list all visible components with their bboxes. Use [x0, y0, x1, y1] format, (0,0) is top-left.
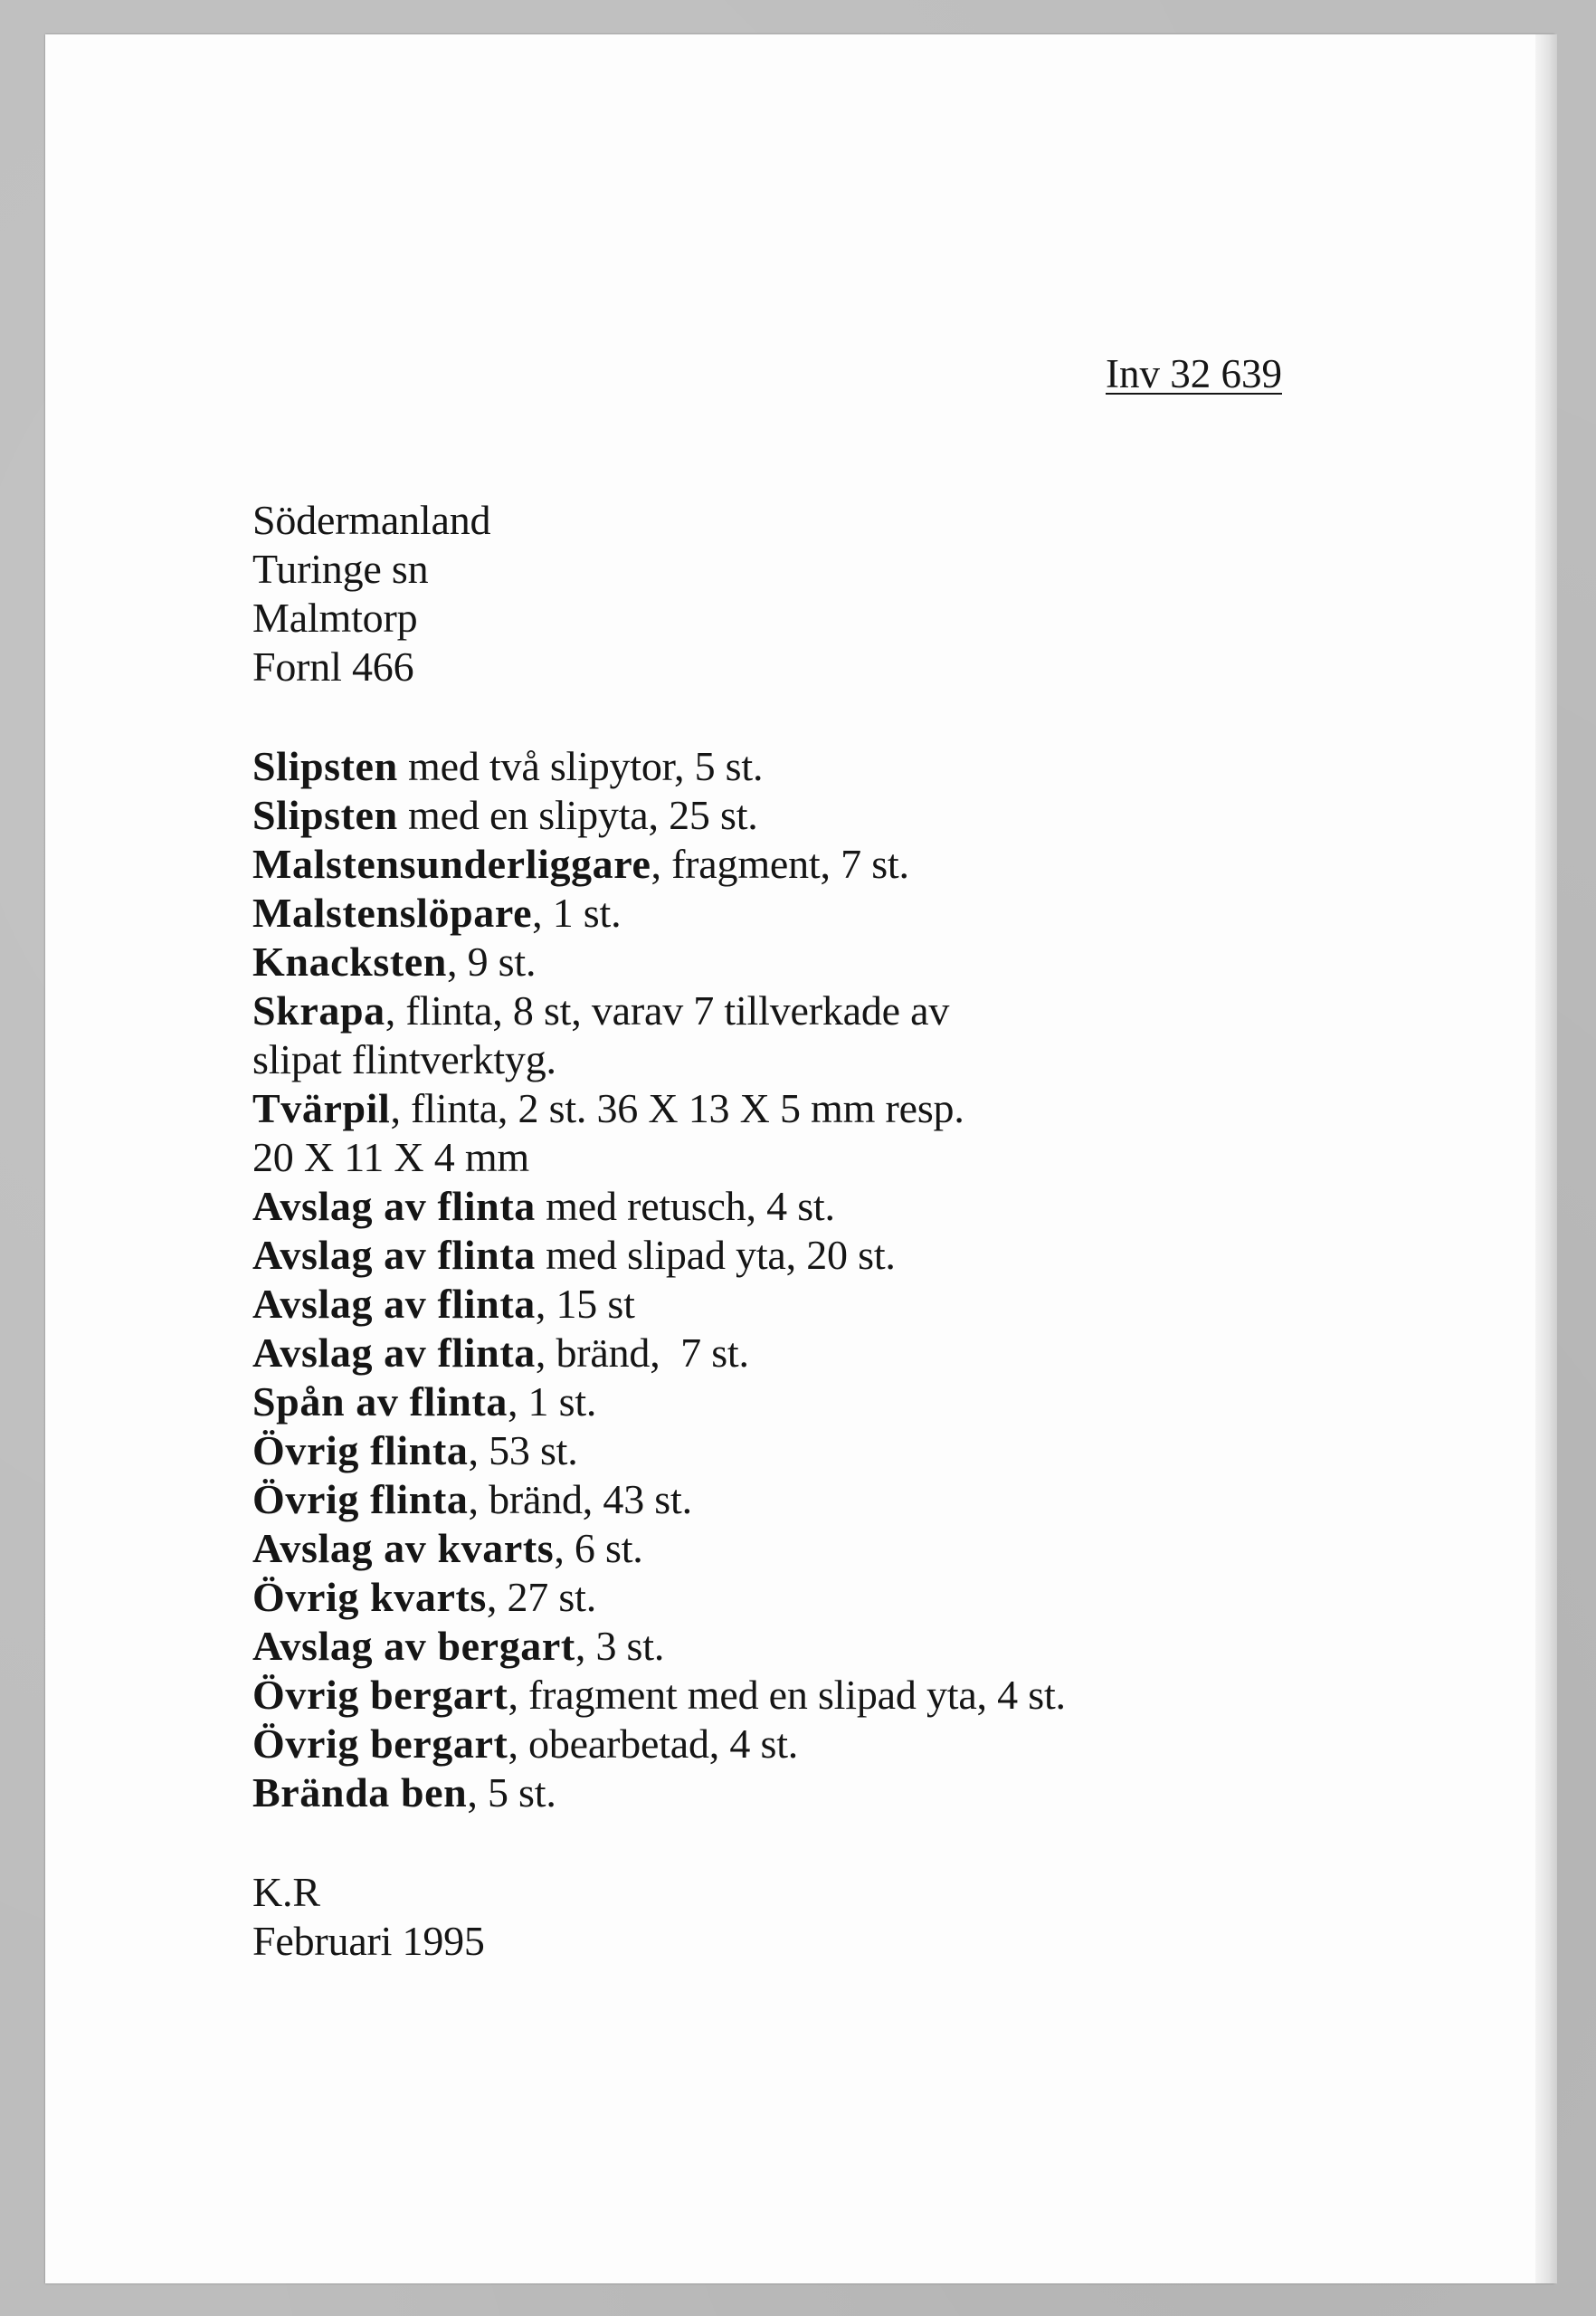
find-item-continued	[252, 1133, 529, 1182]
find-item-desc: , bränd, 43 st.	[468, 1476, 692, 1522]
find-item-desc: , fragment med en slipad yta, 4 st.	[508, 1672, 1066, 1718]
find-item-desc: , 1 st.	[507, 1378, 597, 1425]
find-item	[252, 1720, 798, 1768]
find-item-name: Avslag av flinta	[252, 1330, 536, 1376]
find-item	[252, 1573, 596, 1622]
find-item-desc: , 9 st.	[446, 939, 537, 985]
find-item-desc: , 3 st.	[575, 1623, 665, 1669]
find-item	[252, 1475, 692, 1524]
find-item-name: Övrig bergart	[252, 1672, 508, 1718]
find-item	[252, 1524, 643, 1573]
find-item-desc: , obearbetad, 4 st.	[508, 1720, 799, 1767]
find-item-name: Avslag av kvarts	[252, 1525, 555, 1571]
find-item	[252, 1084, 964, 1133]
find-item-desc: , 15 st	[535, 1281, 635, 1327]
find-item-name: Övrig bergart	[252, 1720, 508, 1767]
find-item-desc: , fragment, 7 st.	[651, 841, 909, 887]
find-item-name: Slipsten	[252, 792, 398, 838]
location-parish: Turinge sn	[252, 546, 429, 592]
find-item-desc: , 53 st.	[468, 1427, 578, 1473]
find-item-name: Avslag av flinta	[252, 1183, 536, 1229]
find-item	[252, 1280, 635, 1329]
find-item-desc: , 6 st.	[554, 1525, 643, 1571]
find-item	[252, 1231, 896, 1280]
find-item-name: Knacksten	[252, 939, 447, 985]
find-item-continued	[252, 1035, 556, 1084]
find-item	[252, 840, 909, 889]
find-item	[252, 986, 949, 1035]
find-item-name: Brända ben	[252, 1769, 468, 1816]
find-item	[252, 1329, 749, 1377]
location-monument: Fornl 466	[252, 643, 414, 690]
find-item-desc: , flinta, 2 st. 36 X 13 X 5 mm resp.	[390, 1085, 964, 1131]
find-item	[252, 1377, 596, 1426]
signature-initials: K.R	[252, 1869, 320, 1915]
find-item	[252, 1671, 1066, 1720]
find-item-desc: , 27 st.	[486, 1574, 596, 1620]
find-item-name: Spån av flinta	[252, 1378, 508, 1425]
signature-date: Februari 1995	[252, 1918, 485, 1964]
paper-edge	[1535, 34, 1557, 2283]
find-item-name: Malstensunderliggare	[252, 841, 651, 887]
find-item-desc: med slipad yta, 20 st.	[535, 1232, 896, 1278]
find-item-desc: med en slipyta, 25 st.	[397, 792, 758, 838]
find-item-name: Tvärpil	[252, 1085, 391, 1131]
find-item	[252, 791, 758, 840]
find-item	[252, 1182, 835, 1231]
find-item-name: Övrig flinta	[252, 1427, 469, 1473]
find-item-name: Malstenslöpare	[252, 890, 533, 936]
find-item-desc: , 5 st.	[467, 1769, 556, 1816]
find-item	[252, 1622, 664, 1671]
find-item-desc: 20 X 11 X 4 mm	[252, 1134, 529, 1180]
find-item	[252, 938, 536, 986]
inventory-number: Inv 32 639	[1106, 351, 1282, 396]
find-item-desc: slipat flintverktyg.	[252, 1036, 556, 1082]
find-item-name: Avslag av bergart	[252, 1623, 575, 1669]
find-item-name: Övrig flinta	[252, 1476, 469, 1522]
find-item-desc: med två slipytor, 5 st.	[397, 743, 764, 789]
find-item-name: Slipsten	[252, 743, 398, 789]
find-item-name: Avslag av flinta	[252, 1281, 536, 1327]
find-item-name: Skrapa	[252, 987, 385, 1034]
find-item-desc: med retusch, 4 st.	[535, 1183, 835, 1229]
find-item	[252, 1426, 578, 1475]
find-item-desc: , 1 st.	[532, 890, 622, 936]
location-province: Södermanland	[252, 497, 491, 543]
find-item	[252, 1768, 556, 1817]
find-item	[252, 742, 763, 791]
location-site: Malmtorp	[252, 595, 418, 641]
find-item-name: Avslag av flinta	[252, 1232, 536, 1278]
find-item-name: Övrig kvarts	[252, 1574, 487, 1620]
find-item-desc: , flinta, 8 st, varav 7 tillverkade av	[385, 987, 950, 1034]
find-item	[252, 889, 621, 938]
find-item-desc: , bränd, 7 st.	[535, 1330, 749, 1376]
